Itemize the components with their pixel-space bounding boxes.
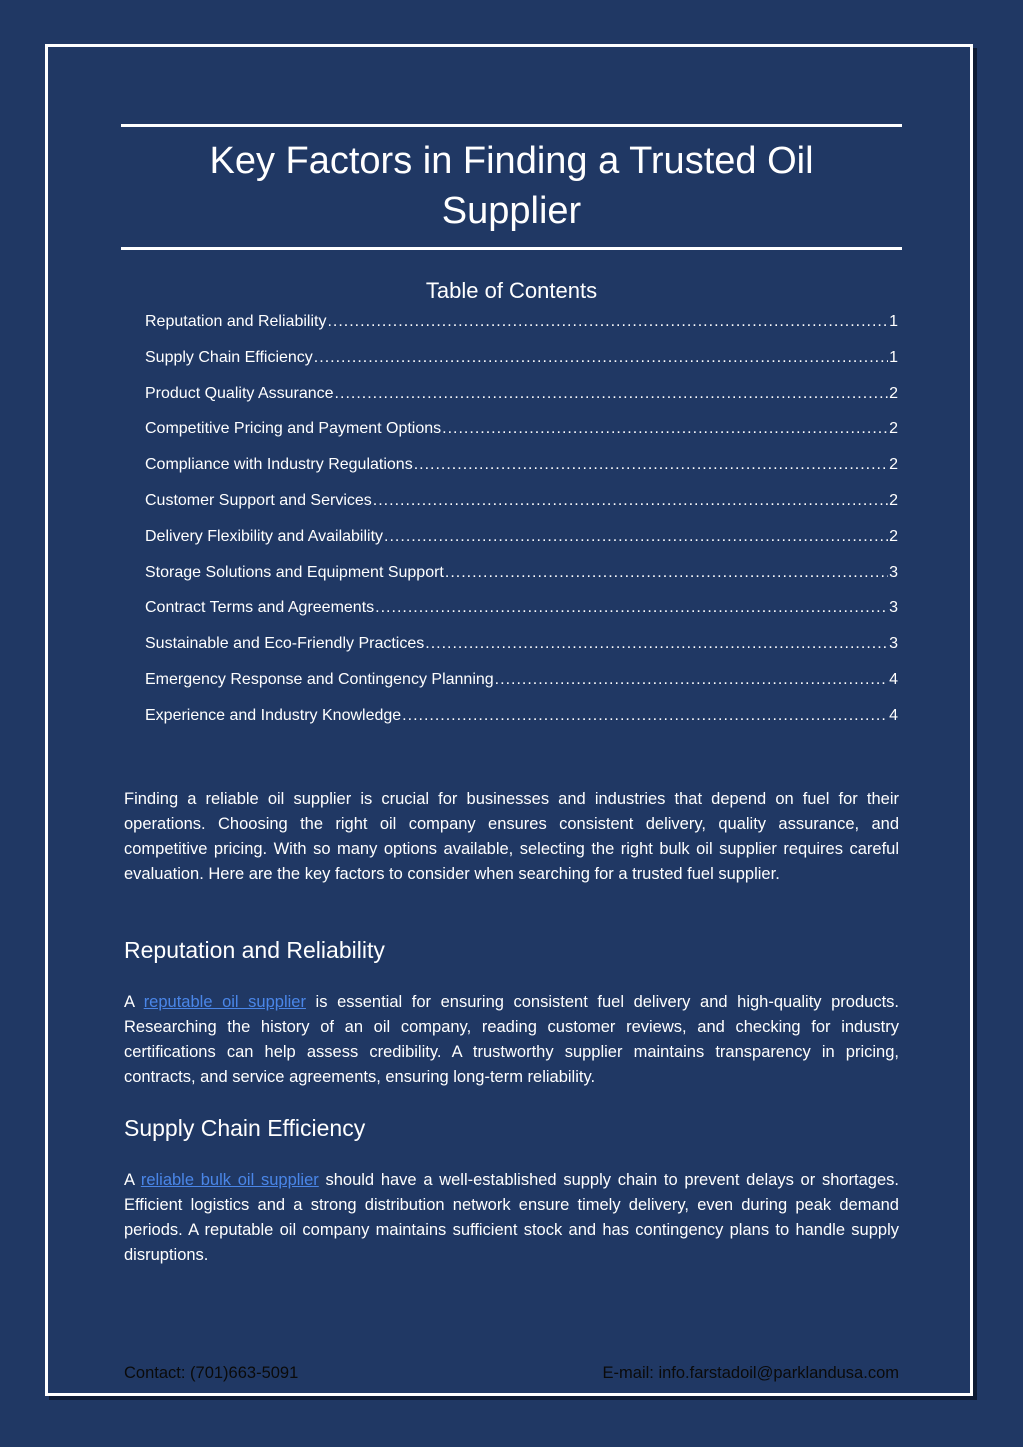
toc-leader-dots bbox=[335, 382, 889, 406]
intro-paragraph: Finding a reliable oil supplier is crucial for businesses and industries that depend on fuel for their operations. Choosing the right oil company ensures consistent delivery, quality assurance, and competitive pricing. With so many options available, selecting the right bulk oil supplier requires careful evaluation. Here are the key factors to consider when searching for a trusted fuel supplier. bbox=[124, 790, 899, 883]
toc-item-page: 2 bbox=[889, 491, 898, 509]
toc-item-page: 1 bbox=[889, 313, 898, 330]
toc-item[interactable] bbox=[145, 310, 898, 346]
reliable-bulk-oil-supplier-link[interactable]: reliable bulk oil supplier bbox=[140, 1171, 319, 1189]
title-bottom-rule bbox=[121, 247, 902, 250]
page-title bbox=[121, 136, 902, 236]
toc-item-label: Supply Chain Efficiency bbox=[145, 348, 313, 366]
toc-leader-dots bbox=[314, 346, 888, 370]
section-heading-reputation: Reputation and Reliability bbox=[124, 937, 385, 963]
toc-leader-dots bbox=[327, 310, 888, 334]
toc-item-page: 3 bbox=[889, 563, 898, 581]
toc-leader-dots bbox=[425, 632, 888, 656]
toc-leader-dots bbox=[384, 525, 888, 549]
toc-leader-dots bbox=[373, 489, 888, 513]
toc-leader-dots bbox=[375, 596, 888, 620]
toc-heading: Table of Contents bbox=[425, 278, 598, 303]
toc-item[interactable] bbox=[145, 417, 898, 453]
toc-item-label: Customer Support and Services bbox=[145, 491, 372, 509]
toc-item-page: 2 bbox=[889, 420, 898, 438]
toc-item-label: Sustainable and Eco-Friendly Practices bbox=[145, 635, 425, 653]
toc-item-page: 4 bbox=[889, 670, 898, 688]
toc-leader-dots bbox=[442, 417, 888, 441]
toc-item[interactable] bbox=[145, 453, 898, 489]
footer-email: E-mail: info.farstadoil@parklandusa.com bbox=[602, 1364, 899, 1382]
page-title-line-1: Key Factors in Finding a Trusted Oil bbox=[209, 140, 814, 182]
toc-item[interactable] bbox=[145, 346, 898, 382]
toc-leader-dots bbox=[402, 704, 888, 728]
footer-contact: Contact: (701)663-5091 bbox=[124, 1364, 299, 1382]
toc-item[interactable] bbox=[145, 382, 898, 418]
toc-item-label: Product Quality Assurance bbox=[145, 384, 334, 402]
para-text-prefix: A bbox=[124, 1171, 141, 1189]
toc-item[interactable] bbox=[145, 668, 898, 704]
para-text-prefix: A bbox=[124, 993, 144, 1011]
toc-item-label: Contract Terms and Agreements bbox=[145, 599, 375, 617]
toc-leader-dots bbox=[414, 453, 888, 477]
toc-item-page: 3 bbox=[889, 599, 898, 617]
toc-item-page: 1 bbox=[889, 348, 898, 366]
section-paragraph-supply-chain bbox=[124, 1168, 899, 1268]
toc-item[interactable] bbox=[145, 525, 898, 561]
toc-item-label: Reputation and Reliability bbox=[145, 313, 327, 330]
toc-leader-dots bbox=[495, 668, 888, 692]
toc-leader-dots bbox=[445, 561, 888, 585]
toc-item-page: 2 bbox=[889, 456, 898, 474]
toc-item[interactable] bbox=[145, 596, 898, 632]
title-top-rule bbox=[121, 124, 902, 127]
toc-item-page: 2 bbox=[889, 384, 898, 402]
toc-item-label: Emergency Response and Contingency Planning bbox=[145, 670, 494, 688]
para-text: is essential for ensuring consistent fuel delivery and high-quality products. Researching the history of an oil company, reading customer reviews, and checking for industry certifications can help assess credibility. A trustworthy supplier maintains transparency in pricing, contracts, and service agreements, ensuring long-term reliability. bbox=[124, 993, 899, 1086]
toc-item[interactable] bbox=[145, 632, 898, 668]
reputable-oil-supplier-link[interactable]: reputable oil supplier bbox=[143, 993, 306, 1011]
page-title-line-2: Supplier bbox=[441, 190, 582, 232]
toc-item-label: Compliance with Industry Regulations bbox=[145, 456, 413, 474]
toc-item[interactable] bbox=[145, 489, 898, 525]
toc-item-page: 2 bbox=[889, 527, 898, 545]
table-of-contents bbox=[145, 310, 898, 740]
toc-item-label: Delivery Flexibility and Availability bbox=[145, 527, 384, 545]
section-heading-supply-chain: Supply Chain Efficiency bbox=[124, 1115, 366, 1141]
toc-item[interactable] bbox=[145, 704, 898, 740]
section-paragraph-reputation bbox=[124, 990, 899, 1090]
toc-item-label: Storage Solutions and Equipment Support bbox=[145, 563, 444, 581]
toc-item[interactable] bbox=[145, 561, 898, 597]
toc-item-page: 3 bbox=[889, 635, 898, 653]
toc-item-label: Competitive Pricing and Payment Options bbox=[145, 420, 442, 438]
toc-item-page: 4 bbox=[889, 706, 898, 724]
toc-item-label: Experience and Industry Knowledge bbox=[145, 706, 402, 724]
para-text: should have a well-established supply chain to prevent delays or shortages. Efficient logistics and a strong distribution network ensure timely delivery, even during peak demand periods. A reputable oil company maintains sufficient stock and has contingency plans to handle supply disruptions. bbox=[124, 1171, 899, 1264]
